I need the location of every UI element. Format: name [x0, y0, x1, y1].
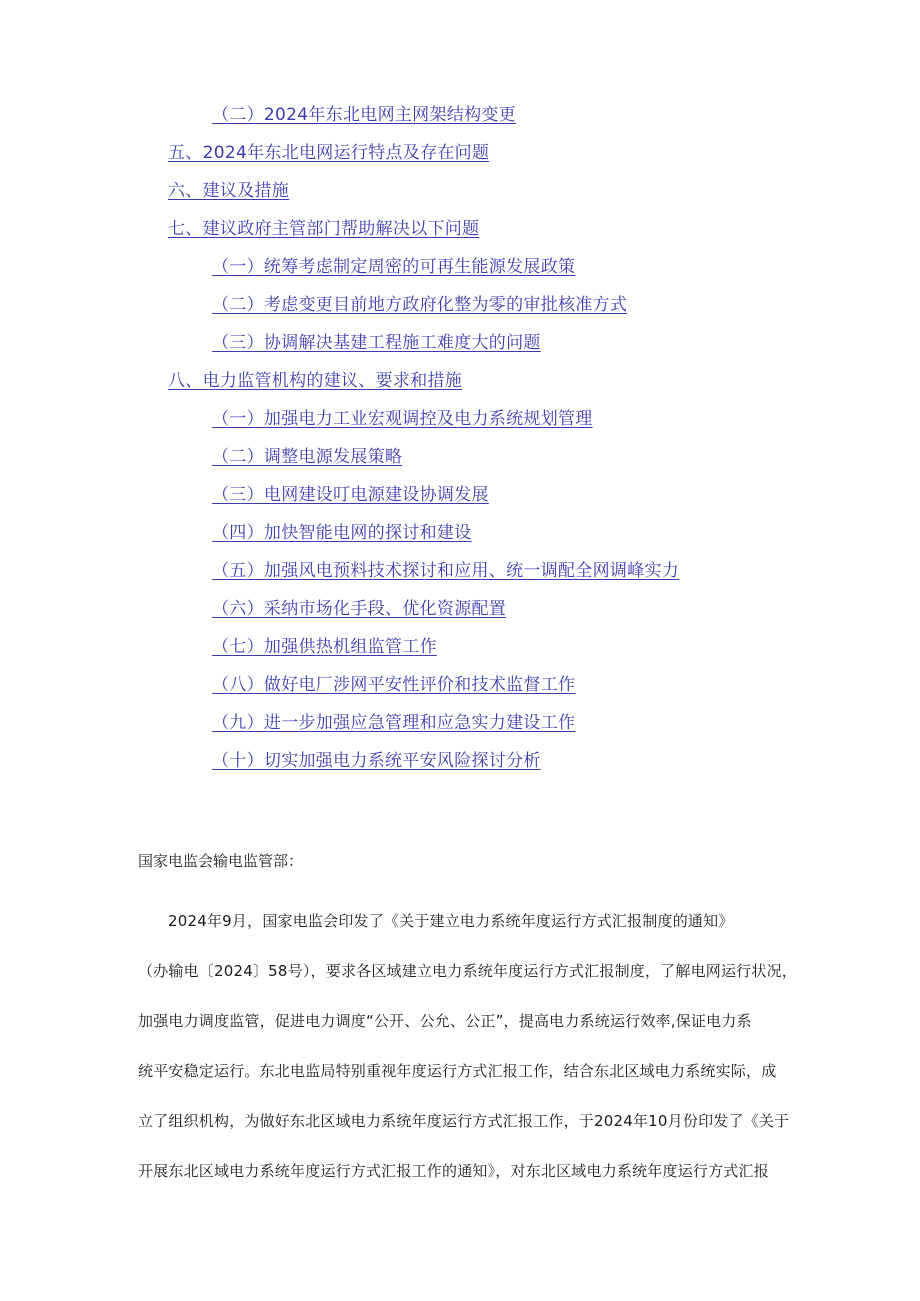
toc-item[interactable]: 六、建议及措施 — [168, 181, 290, 201]
toc-item[interactable]: 七、建议政府主管部门帮助解决以下问题 — [168, 219, 480, 239]
toc-item[interactable]: （六）采纳市场化手段、优化资源配置 — [212, 599, 507, 619]
toc-item[interactable]: （四）加快智能电网的探讨和建设 — [212, 523, 472, 543]
paragraph-line: 统平安稳定运行。东北电监局特别重视年度运行方式汇报工作，结合东北区域电力系统实际，成 — [138, 1062, 777, 1080]
toc-item[interactable]: （九）进一步加强应急管理和应急实力建设工作 — [212, 713, 576, 733]
toc-item[interactable]: 八、电力监管机构的建议、要求和措施 — [168, 371, 463, 391]
paragraph-line: 开展东北区域电力系统年度运行方式汇报工作的通知》，对东北区域电力系统年度运行方式汇报 — [138, 1162, 769, 1180]
toc-item[interactable]: （二）调整电源发展策略 — [212, 447, 403, 467]
paragraph-line: 加强电力调度监管，促进电力调度“公开、公允、公正”，提高电力系统运行效率,保证电力系 — [138, 1012, 752, 1030]
paragraph-line: 立了组织机构，为做好东北区域电力系统年度运行方式汇报工作，于2024年10月份印发了《关于 — [138, 1112, 790, 1130]
toc-item[interactable]: （二）2024年东北电网主网架结构变更 — [212, 105, 516, 125]
toc-item[interactable]: （一）加强电力工业宏观调控及电力系统规划管理 — [212, 409, 593, 429]
toc-item[interactable]: （八）做好电厂涉网平安性评价和技术监督工作 — [212, 675, 576, 695]
toc-item[interactable]: （十）切实加强电力系统平安风险探讨分析 — [212, 751, 541, 771]
toc-item[interactable]: （一）统筹考虑制定周密的可再生能源发展政策 — [212, 257, 576, 277]
toc-item[interactable]: （二）考虑变更目前地方政府化整为零的审批核准方式 — [212, 295, 628, 315]
paragraph-line: （办输电〔2024〕58号），要求各区域建立电力系统年度运行方式汇报制度，了解电网运行状况， — [138, 962, 797, 980]
toc-item[interactable]: （三）协调解决基建工程施工难度大的问题 — [212, 333, 541, 353]
toc-item[interactable]: （五）加强风电预料技术探讨和应用、统一调配全网调峰实力 — [212, 561, 680, 581]
salutation: 国家电监会输电监管部： — [138, 852, 304, 870]
toc-item[interactable]: 五、2024年东北电网运行特点及存在问题 — [168, 143, 490, 163]
toc-item[interactable]: （七）加强供热机组监管工作 — [212, 637, 437, 657]
toc-item[interactable]: （三）电网建设叮电源建设协调发展 — [212, 485, 489, 505]
paragraph-line: 2024年9月，国家电监会印发了《关于建立电力系统年度运行方式汇报制度的通知》 — [168, 912, 734, 930]
